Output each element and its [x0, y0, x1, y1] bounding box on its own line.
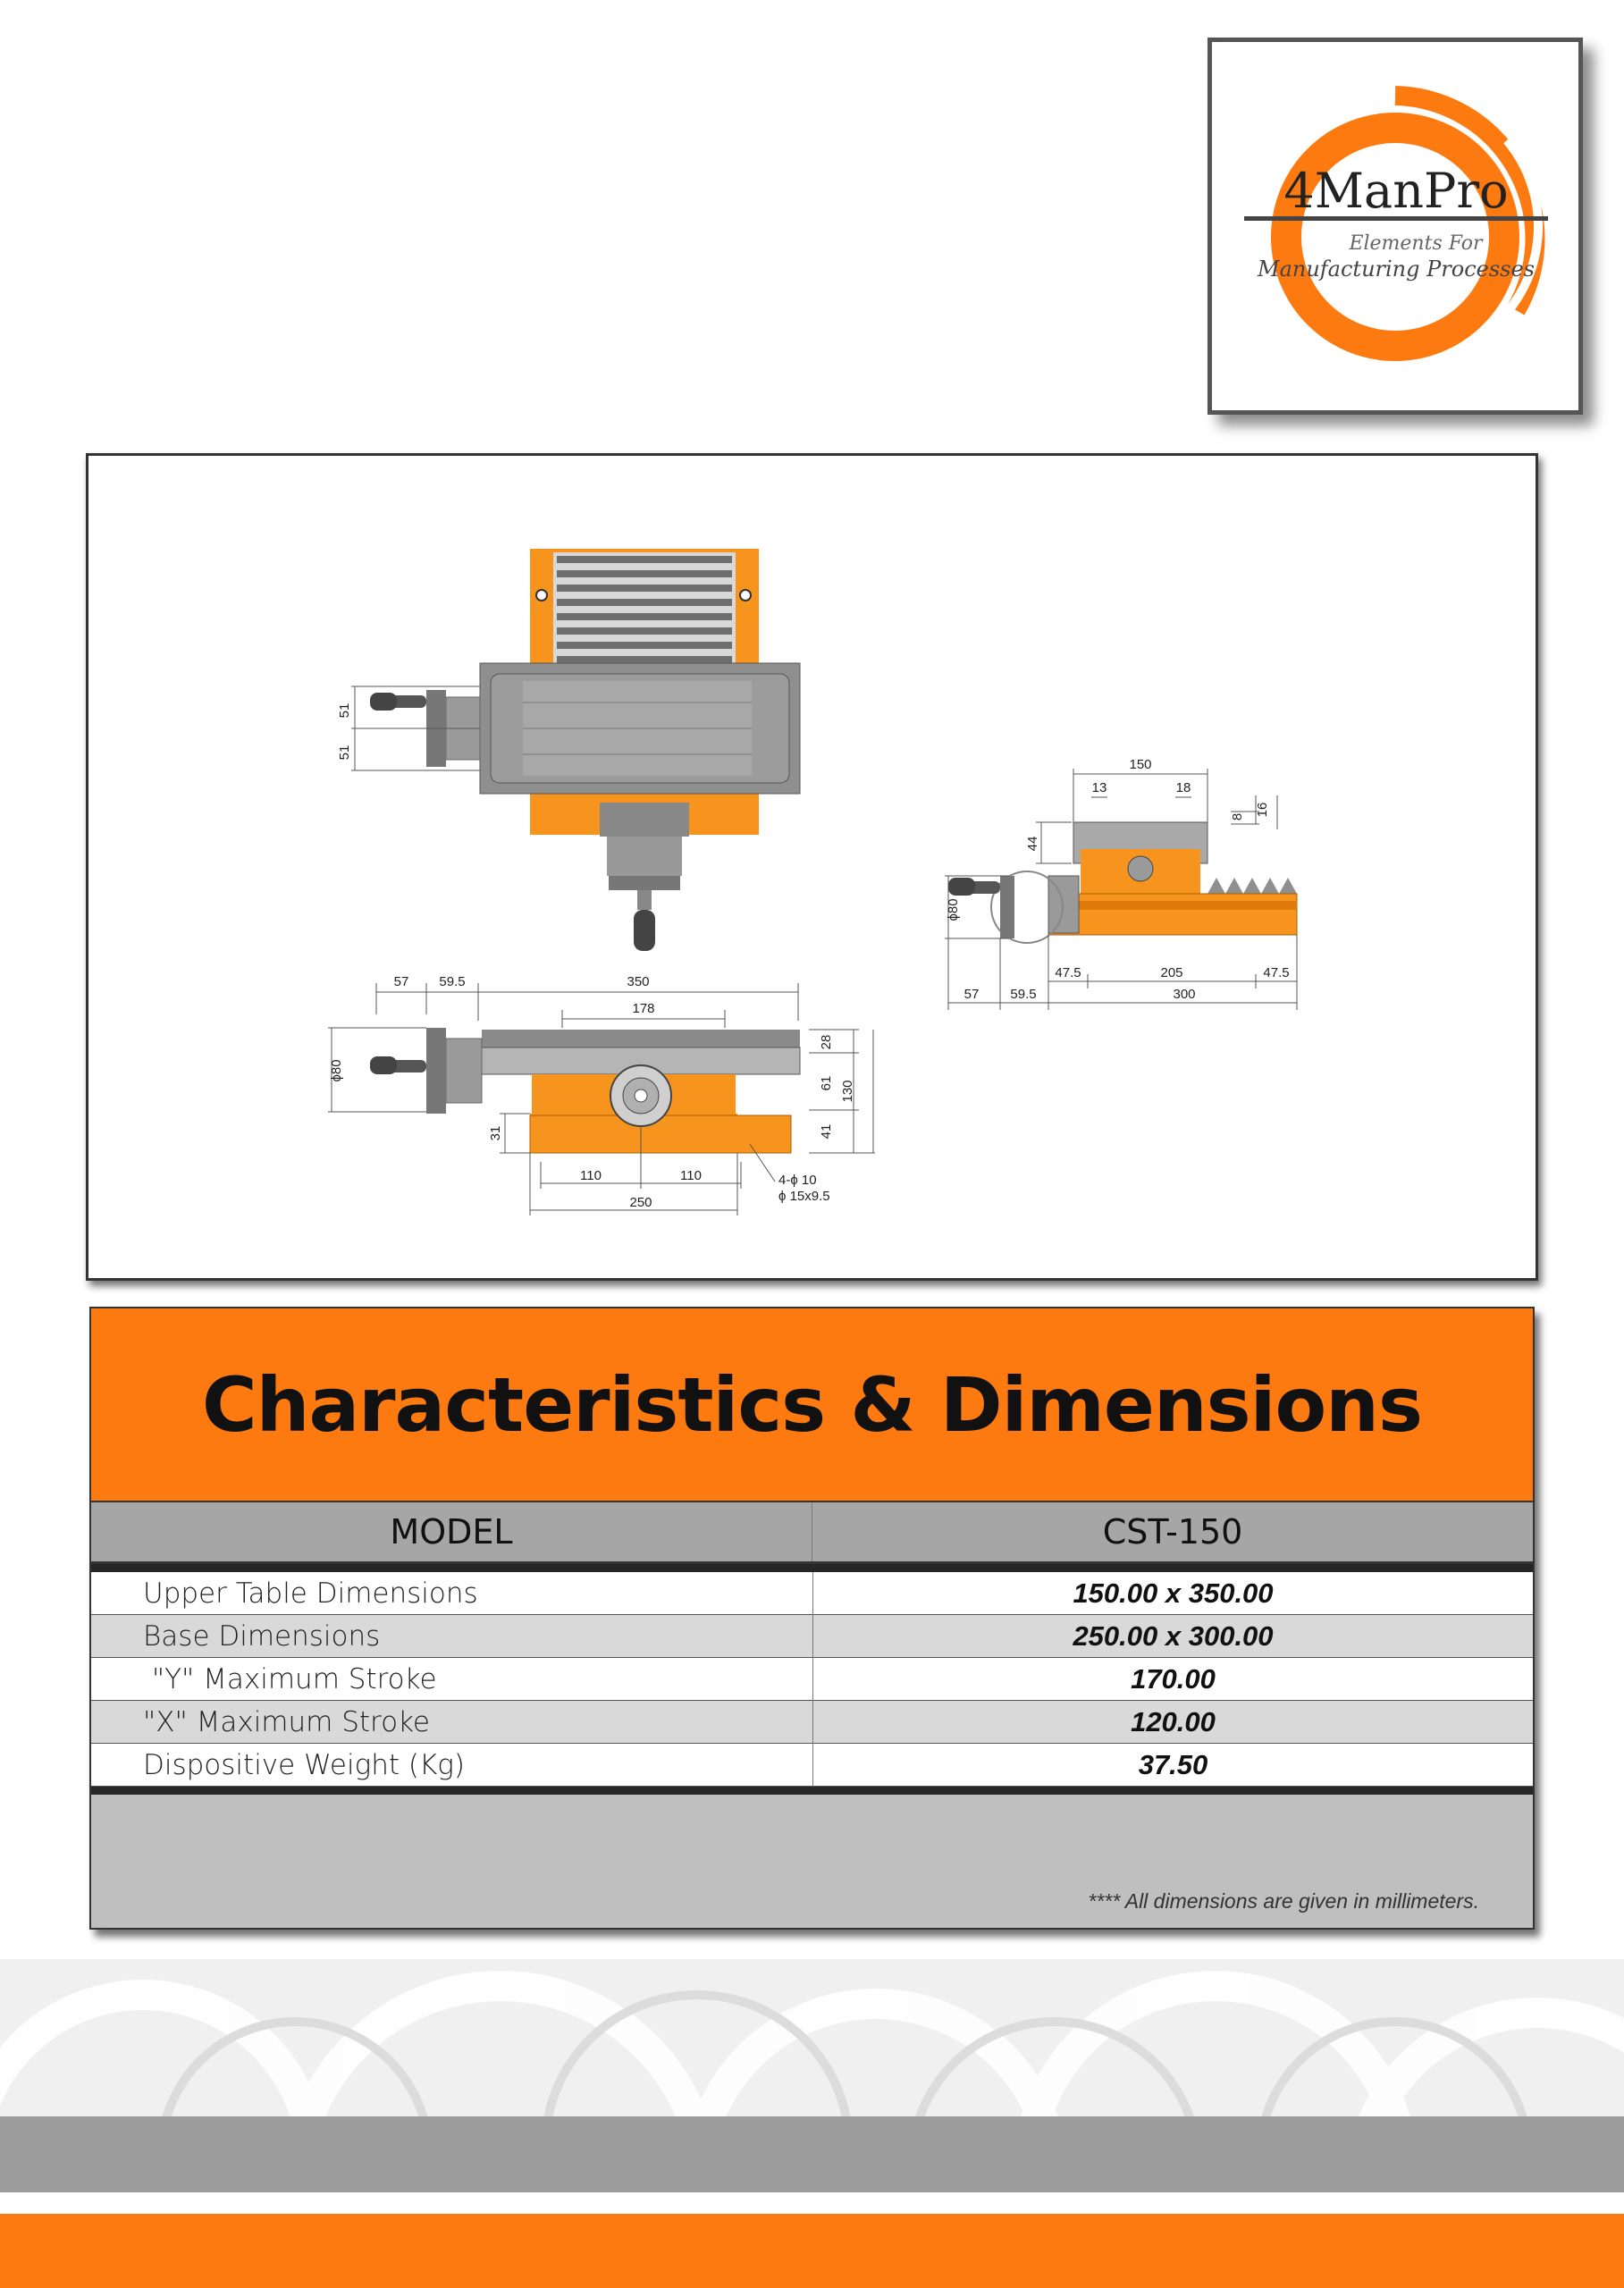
dim-label: 110 [680, 1168, 702, 1183]
dim-label: 110 [580, 1168, 602, 1183]
dim-label: 59.5 [1010, 987, 1037, 1002]
dim-label: 31 [488, 1125, 503, 1141]
row-label: Base Dimensions [143, 1620, 381, 1653]
dim-label: 150 [1129, 757, 1152, 772]
row-value: 120.00 [812, 1701, 1533, 1744]
dim-label: 13 [1091, 780, 1107, 795]
dim-label: 57 [393, 974, 409, 989]
table-row [91, 1658, 1533, 1701]
dim-label: 8 [1230, 812, 1245, 821]
units-note: **** All dimensions are given in millimeters. [1088, 1889, 1479, 1913]
holes-note: ϕ 15x9.5 [778, 1189, 830, 1204]
logo-graphic [1212, 42, 1578, 410]
table-row [91, 1744, 1533, 1787]
divider [91, 1787, 1533, 1795]
holes-note: 4-ϕ 10 [778, 1173, 817, 1188]
top-view [337, 549, 800, 951]
logo-tagline-line2: Manufacturing Processes [1258, 257, 1535, 282]
dim-label: 18 [1175, 780, 1191, 795]
row-value: 250.00 x 300.00 [812, 1615, 1533, 1658]
footer-orange-band [0, 2214, 1624, 2288]
dim-label: 300 [1173, 987, 1196, 1002]
table-row [91, 1572, 1533, 1615]
footer-decoration [0, 1959, 1624, 2116]
dim-label: 47.5 [1055, 965, 1081, 980]
dim-label: 59.5 [439, 974, 466, 989]
spec-table [89, 1307, 1535, 1930]
row-label: "X" Maximum Stroke [143, 1706, 430, 1738]
divider [91, 1564, 1533, 1572]
footer-swirl-graphic [0, 1959, 1624, 2116]
logo-tagline-line1: Elements For [1349, 232, 1483, 255]
dim-label: 61 [819, 1075, 834, 1091]
row-value: 150.00 x 350.00 [812, 1572, 1533, 1615]
dim-label: 41 [819, 1123, 834, 1140]
dim-label: 51 [337, 702, 352, 719]
dim-label: 350 [627, 974, 650, 989]
model-column-label: MODEL [91, 1502, 812, 1561]
dim-label: 44 [1025, 836, 1040, 852]
table-row [91, 1615, 1533, 1658]
footer-gray-band [0, 2116, 1624, 2192]
row-label: "Y" Maximum Stroke [143, 1663, 437, 1695]
dim-label: ϕ80 [329, 1059, 344, 1082]
dim-label: ϕ80 [946, 898, 961, 921]
spec-column-header [91, 1502, 1533, 1564]
brand-logo [1207, 38, 1583, 415]
dim-label: 28 [819, 1034, 834, 1050]
dim-label: 178 [632, 1001, 655, 1016]
spec-title: Characteristics & Dimensions [202, 1360, 1422, 1449]
table-row [91, 1701, 1533, 1744]
dim-label: 250 [629, 1195, 652, 1210]
dim-label: 51 [337, 744, 352, 761]
spec-header [91, 1308, 1533, 1502]
dim-label: 47.5 [1263, 965, 1290, 980]
row-label: Dispositive Weight (Kg) [143, 1749, 465, 1781]
technical-drawing-panel [86, 453, 1538, 1281]
footer-white-band [0, 2192, 1624, 2214]
model-value: CST-150 [1102, 1512, 1243, 1552]
row-label: Upper Table Dimensions [143, 1577, 478, 1610]
side-view [945, 757, 1297, 1010]
dim-label: 16 [1255, 802, 1270, 818]
dim-label: 205 [1160, 965, 1183, 980]
front-view [328, 974, 875, 1216]
row-value: 37.50 [812, 1744, 1533, 1787]
technical-drawing [88, 456, 1536, 1278]
dim-label: 57 [963, 987, 980, 1002]
logo-brand-text: 4ManPro [1283, 163, 1509, 219]
row-value: 170.00 [812, 1658, 1533, 1701]
dim-label: 130 [840, 1080, 855, 1103]
